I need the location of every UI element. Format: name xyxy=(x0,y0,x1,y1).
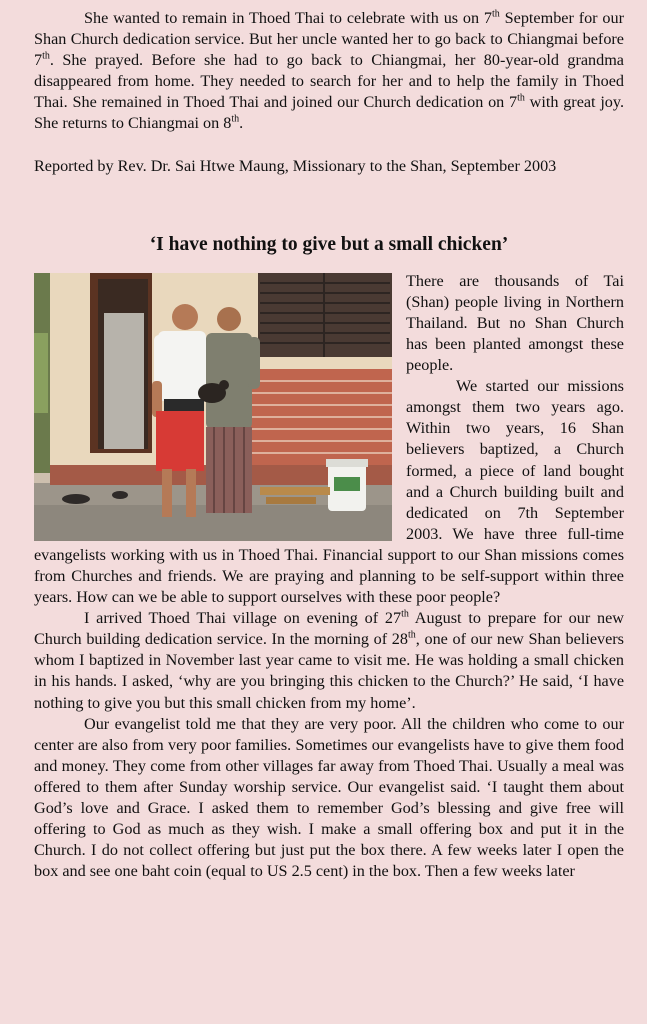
text-run: . She prayed. Before she had to go back to Chiangmai, her 80-year-old grandma disappeared from home. They needed to search for her and to help the family in Thoed Thai. She remained in Thoed Thai and joined our Church dedication on 7 xyxy=(34,51,624,112)
reported-by-line: Reported by Rev. Dr. Sai Htwe Maung, Missionary to the Shan, September 2003 xyxy=(34,156,557,175)
two-men-with-chicken-photo xyxy=(34,273,392,541)
text-run: She wanted to remain in Thoed Thai to celebrate with us on 7 xyxy=(84,9,493,27)
paragraph-evangelist: Our evangelist told me that they are very poor. All the children who come to our center are also from very poor families. Sometimes our evangelists have to give them food and money. They come from other villages far away from Thoed Thai. Usually a meal was offered to them after Sunday worship service. Our evangelist said. ‘I taught them about God’s love and Grace. I asked them to remember God’s blessing and give free will offering to God as much as they wish. I make a small offering box and put it in the Church. I do not collect offering but just put the box there. A few weeks later I open the box and see one baht coin (equal to US 2.5 cent) in the box. Then a few weeks later xyxy=(34,714,624,881)
text-run: . xyxy=(239,114,244,133)
paragraph-dedication-story xyxy=(34,8,624,135)
superscript: th xyxy=(42,50,50,62)
photo-article-section xyxy=(34,271,624,883)
paragraph-missions: We started our missions amongst them two years ago. Within two years, 16 Shan believers baptized, a Church formed, a piece of land bought and a Church building built and dedicated on 7th September 2003. We have three full-time evangelists working with us in Thoed Thai. Financial support to our Shan missions comes from Churches and friends. We are praying and planning to be self-support within three years. How can we be able to support ourselves with these poor people? xyxy=(34,377,624,607)
paragraph-intro: There are thousands of Tai (Shan) people living in Northern Thailand. But no Shan Church has been planted amongst these people. xyxy=(406,271,624,375)
superscript: th xyxy=(517,92,525,104)
superscript: th xyxy=(407,629,416,641)
text-run: September for our Shan Church dedication service. But her uncle wanted her to go back to Chiangmai before 7 xyxy=(34,9,624,70)
superscript: th xyxy=(492,8,500,20)
document-page xyxy=(34,8,624,882)
article-headline: ‘I have nothing to give but a small chicken’ xyxy=(149,233,509,255)
text-run: August to prepare for our new Church building dedication service. In the morning of 28 xyxy=(34,609,624,649)
superscript: th xyxy=(401,608,409,620)
text-run: , one of our new Shan believers whom I baptized in November last year came to visit me. He was holding a small chicken in his hands. I asked, ‘why are you bringing this chicken to the Church?’ He said, ‘I have nothing to give you but this small chicken from my home’. xyxy=(34,630,624,712)
superscript: th xyxy=(231,114,240,126)
paragraph-arrival xyxy=(34,608,624,713)
text-run: I arrived Thoed Thai village on evening of 27 xyxy=(84,609,402,628)
text-run: with great joy. She returns to Chiangmai on 8 xyxy=(34,93,624,133)
